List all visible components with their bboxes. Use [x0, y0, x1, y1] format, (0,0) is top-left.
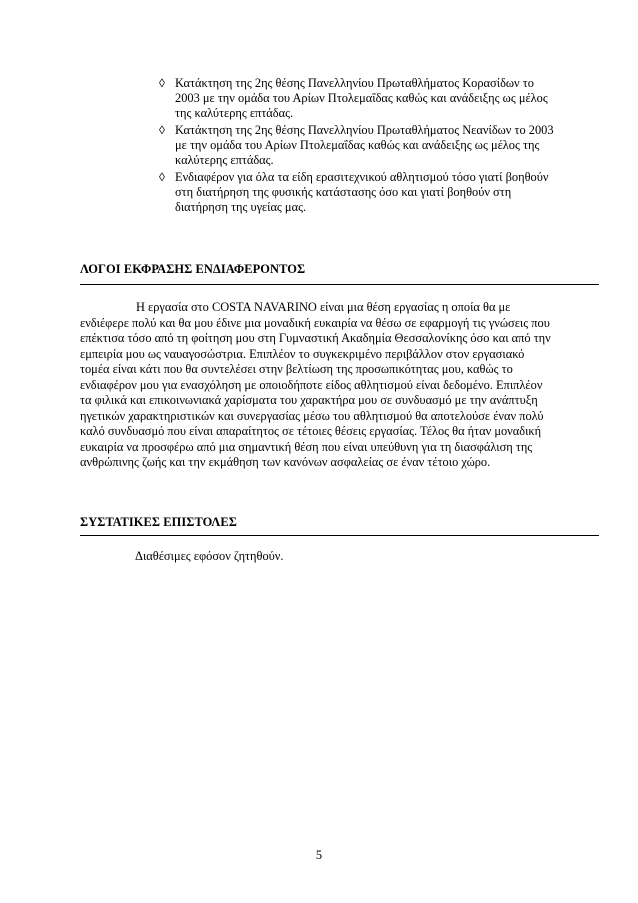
list-item-text: Κατάκτηση της 2ης θέσης Πανελληνίου Πρωταθλήματος Νεανίδων το 2003 με την ομάδα του Αρίων Πτολεμαΐδας καθώς και ανάδειξης ως μέλος της καλύτερης επτάδας. [175, 123, 554, 167]
interest-paragraph: Η εργασία στο COSTA NAVARINO είναι μια θέση εργασίας η οποία θα με ενδιέφερε πολύ και θα μου έδινε μια μοναδική ευκαιρία να θέσω σε εφαρμογή τις γνώσεις που επέκτισα τόσο από τη φοίτηση μου στη Γυμναστική Ακαδημία Θεσσαλονίκης όσο και από την εμπειρία μου ως ναυαγοσώστρια. Επιπλέον το συγκεκριμένο περιβάλλον στον εργασιακό τομέα είναι κάτι που θα συντελέσει στην βελτίωση της προσωπικότητας μου, καθώς το ενδιαφέρον μου για ενασχόληση με οποιοδήποτε είδος αθλητισμού είναι δεδομένο. Επιπλέον τα φιλικά και επικοινωνιακά χαρίσματα του χαρακτήρα μου σε συνδυασμό με την ανάπτυξη ηγετικών χαρακτηριστικών και συνεργασίας μέσω του αθλητισμού θα αποτελούσε έναν πολύ καλό συνδυασμό που είναι απαραίτητος σε τέτοιες θέσεις εργασίας. Τέλος θα ήταν μοναδική ευκαιρία να προσφέρω από μια σημαντική θέση που είναι υπεύθυνη για τη διασφάλιση της ανθρώπινης ζωής και την εκμάθηση των κανόνων ασφαλείας σε έναν τέτοιο χώρο. [80, 300, 551, 469]
references-text: Διαθέσιμες εφόσον ζητηθούν. [135, 549, 284, 563]
references-section-heading: ΣΥΣΤΑΤΙΚΕΣ ΕΠΙΣΤΟΛΕΣ [80, 515, 237, 529]
list-item [160, 76, 555, 121]
interest-section-heading: ΛΟΓΟΙ ΕΚΦΡΑΣΗΣ ΕΝΔΙΑΦΕΡΟΝΤΟΣ [80, 262, 306, 276]
section-divider [80, 535, 599, 536]
diamond-bullet-icon: ◊ [159, 123, 165, 137]
diamond-bullet-icon: ◊ [159, 76, 165, 90]
list-item-text: Ενδιαφέρον για όλα τα είδη ερασιτεχνικού αθλητισμού τόσο γιατί βοηθούν στη διατήρηση της φυσικής κατάστασης όσο και γιατί βοηθούν στη διατήρηση της υγείας μας. [175, 170, 549, 214]
page-number: 5 [315, 848, 323, 862]
list-item-text: Κατάκτηση της 2ης θέσης Πανελληνίου Πρωταθλήματος Κορασίδων το 2003 με την ομάδα του Αρίων Πτολεμαΐδας καθώς και ανάδειξης ως μέλος της καλύτερης επτάδας. [175, 76, 548, 120]
section-divider [80, 284, 599, 285]
achievements-list [160, 76, 555, 217]
list-item [160, 123, 555, 168]
list-item [160, 170, 555, 215]
diamond-bullet-icon: ◊ [159, 170, 165, 184]
